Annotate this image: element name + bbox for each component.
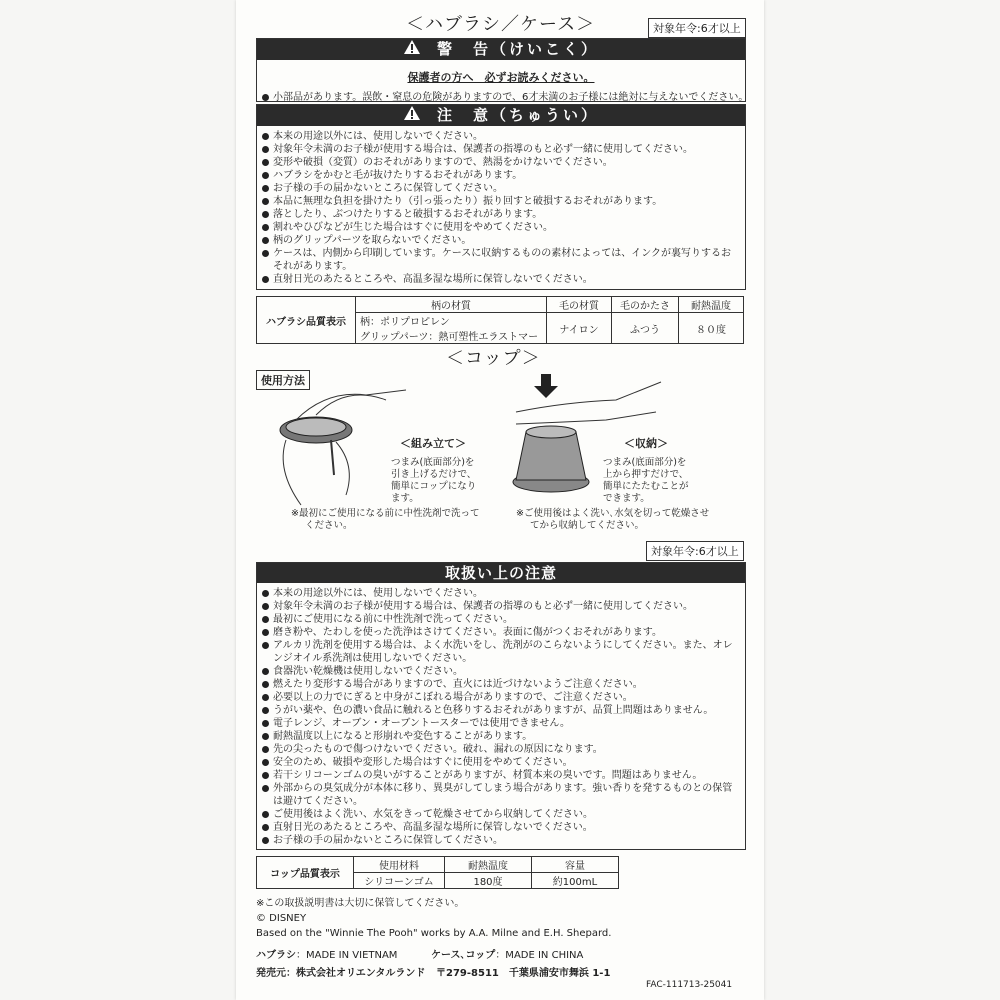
assemble-label: ＜組み立て＞ [400, 437, 466, 450]
warning-item: 小部品があります。誤飲・窒息の危険がありますので、6才未満のお子様には絶対に与えないでください。 [257, 91, 745, 104]
value-cell: 180度 [445, 873, 532, 889]
instruction-sheet [236, 0, 764, 1000]
handling-list [257, 583, 745, 847]
case-origin: ケース､コップ：MADE IN CHINA [431, 950, 584, 961]
quality-label: ハブラシ品質表示 [257, 297, 356, 344]
caution-heading: 注 意（ちゅうい） [436, 106, 599, 124]
list-item: 食器洗い乾燥機は使用しないでください。 [257, 665, 745, 678]
list-item: アルカリ洗剤を使用する場合は、よく水洗いをし、洗剤がのこらないようにしてください。また、オレンジオイル系洗剤は使用しないでください。 [257, 639, 735, 665]
copyright: © DISNEY [256, 913, 307, 924]
list-item: 安全のため、破損や変形した場合はすぐに使用をやめてください。 [257, 756, 745, 769]
warning-heading: 警 告（けいこく） [436, 40, 599, 58]
list-item: 直射日光のあたるところや、高温多湿な場所に保管しないでください。 [257, 273, 745, 286]
heat-cell: ８０度 [679, 313, 744, 344]
list-item: 本来の用途以外には、使用しないでください。 [257, 130, 745, 143]
list-item: 磨き粉や、たわしを使った洗浄はさけてください。表面に傷がつくおそれがあります。 [257, 626, 745, 639]
list-item: 電子レンジ、オーブン・オーブントースターでは使用できません。 [257, 717, 745, 730]
caution-box [256, 104, 746, 290]
material-cell: グリップパーツ：熱可塑性エラストマー [356, 328, 547, 344]
assemble-text: つまみ(底面部分)を 引き上げるだけで、 簡単にコップになり ます。 [391, 457, 477, 504]
quality-label: コップ品質表示 [257, 857, 354, 889]
list-item: 先の尖ったもので傷つけないでください。破れ、漏れの原因になります。 [257, 743, 745, 756]
list-item: 割れやひびなどが生じた場合はすぐに使用をやめてください。 [257, 221, 745, 234]
warning-triangle-icon [403, 39, 421, 60]
caution-heading-bar [257, 105, 745, 126]
list-item: 柄のグリップパーツを取らないでください。 [257, 234, 745, 247]
warning-subheading: 保護者の方へ 必ずお読みください。 [407, 71, 595, 84]
seller: 発売元：株式会社オリエンタルランド [256, 968, 426, 979]
list-item: うがい薬や、色の濃い食品に触れると色移りするおそれがありますが、品質上問題はありません。 [257, 704, 745, 717]
value-cell: 約100mL [532, 873, 619, 889]
caution-list [257, 126, 745, 286]
list-item: 落としたり、ぶつけたりすると破損するおそれがあります。 [257, 208, 745, 221]
keep-note: ※この取扱説明書は大切に保管してください。 [256, 898, 465, 909]
brush-origin: ハブラシ：MADE IN VIETNAM [256, 950, 398, 961]
list-item: 若干シリコーンゴムの臭いがすることがありますが、材質本来の臭いです。問題はありません。 [257, 769, 745, 782]
header-cell: 毛のかたさ [612, 297, 679, 313]
list-item: 本品に無理な負担を掛けたり（引っ張ったり）振り回すと破損するおそれがあります。 [257, 195, 745, 208]
header-cell: 使用材料 [354, 857, 445, 873]
cup-quality-table [256, 856, 619, 889]
list-item: ケースは、内側から印刷しています。ケースに収納するものの素材によっては、インクが裏写りするおそれがあります。 [257, 247, 735, 273]
list-item: 本来の用途以外には、使用しないでください。 [257, 587, 745, 600]
list-item: 燃えたり変形する場合がありますので、直火には近づけないようご注意ください。 [257, 678, 745, 691]
toothbrush-quality-table [256, 296, 744, 344]
cup-age-badge: 対象年令:6才以上 [646, 541, 744, 561]
handling-heading: 取扱い上の注意 [257, 563, 745, 583]
header-cell: 耐熱温度 [445, 857, 532, 873]
list-item: 対象年令未満のお子様が使用する場合は、保護者の指導のもと必ず一緒に使用してください。 [257, 600, 745, 613]
list-item: 外部からの臭気成分が本体に移り、異臭がしてしまう場合があります。強い香りを発するものとの保管は避けてください。 [257, 782, 735, 808]
header-cell: 毛の材質 [547, 297, 612, 313]
list-item: ハブラシをかむと毛が抜けたりするおそれがあります。 [257, 169, 745, 182]
list-item: 対象年令未満のお子様が使用する場合は、保護者の指導のもと必ず一緒に使用してください。 [257, 143, 745, 156]
assemble-note: ※最初にご使用になる前に中性洗剤で洗って ください。 [291, 508, 480, 531]
cup-title: ＜コップ＞ [446, 348, 541, 369]
warning-box [256, 38, 749, 103]
age-badge: 対象年令:6才以上 [648, 18, 746, 38]
list-item: 変形や破損（変質）のおそれがありますので、熱湯をかけないでください。 [257, 156, 745, 169]
list-item: お子様の手の届かないところに保管してください。 [257, 834, 745, 847]
store-label: ＜収納＞ [624, 437, 668, 450]
store-text: つまみ(底面部分)を 上から押すだけで、 簡単にたたむことが できます。 [603, 457, 689, 504]
value-cell: シリコーンゴム [354, 873, 445, 889]
caution-triangle-icon [403, 105, 421, 126]
list-item: 必要以上の力でにぎると中身がこぼれる場合がありますので、ご注意ください。 [257, 691, 745, 704]
toothbrush-title: ＜ハブラシ／ケース＞ [406, 14, 596, 35]
header-cell: 耐熱温度 [679, 297, 744, 313]
product-code: FAC-111713-25041 [646, 980, 733, 990]
list-item: ご使用後はよく洗い、水気をきって乾燥させてから収納してください。 [257, 808, 745, 821]
list-item: お子様の手の届かないところに保管してください。 [257, 182, 745, 195]
usage-label: 使用方法 [256, 370, 310, 390]
store-note: ※ご使用後はよく洗い､水気を切って乾燥させ てから収納してください。 [516, 508, 710, 531]
bristle-cell: ナイロン [547, 313, 612, 344]
list-item: 最初にご使用になる前に中性洗剤で洗ってください。 [257, 613, 745, 626]
handling-box [256, 562, 746, 850]
credit: Based on the "Winnie The Pooh" works by A.A. Milne and E.H. Shepard. [256, 928, 612, 939]
header-cell: 容量 [532, 857, 619, 873]
address: 〒279-8511 千葉県浦安市舞浜 1-1 [436, 968, 611, 979]
header-cell: 柄の材質 [356, 297, 547, 313]
list-item: 耐熱温度以上になると形崩れや変色することがあります。 [257, 730, 745, 743]
list-item: 直射日光のあたるところや、高温多湿な場所に保管しないでください。 [257, 821, 745, 834]
warning-heading-bar [257, 39, 745, 60]
hardness-cell: ふつう [612, 313, 679, 344]
material-cell: 柄：ポリプロピレン [356, 313, 547, 329]
